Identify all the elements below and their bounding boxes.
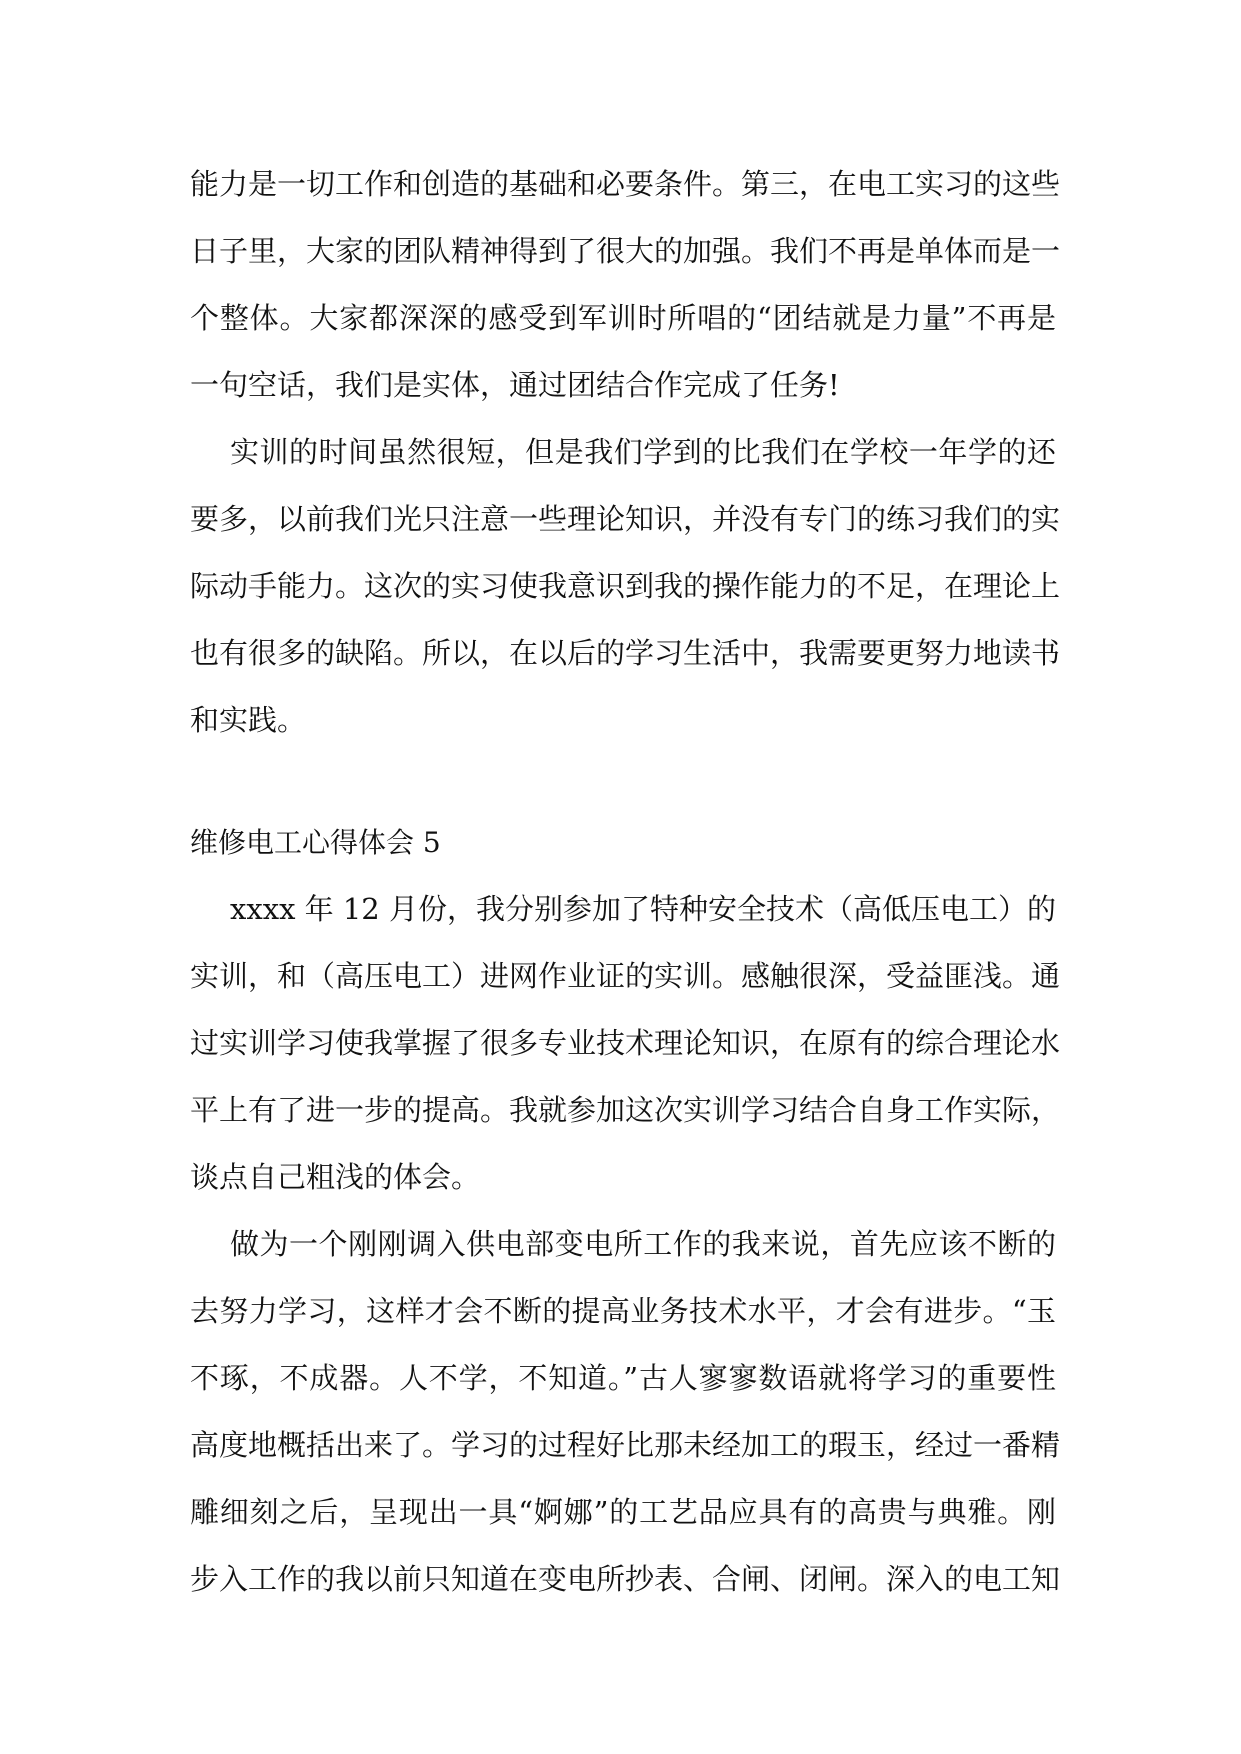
section-heading: 维修电工心得体会 5 (190, 826, 441, 859)
paragraph-line: 一句空话，我们是实体，通过团结合作完成了任务! (190, 368, 840, 402)
paragraph-line: 能力是一切工作和创造的基础和必要条件。第三，在电工实习的这些 (190, 167, 1061, 201)
document-body (190, 151, 1061, 1613)
paragraph-line: 不琢，不成器。人不学，不知道。”古人寥寥数语就将学习的重要性 (190, 1361, 1056, 1395)
paragraph-line: 高度地概括出来了。学习的过程好比那未经加工的瑕玉，经过一番精 (190, 1428, 1061, 1462)
paragraph-line: 做为一个刚刚调入供电部变电所工作的我来说，首先应该不断的 (230, 1227, 1056, 1261)
section-spacer (190, 754, 1056, 809)
paragraph-line: 也有很多的缺陷。所以，在以后的学习生活中，我需要更努力地读书 (190, 636, 1061, 670)
paragraph-line: 谈点自己粗浅的体会。 (190, 1160, 481, 1194)
paragraph-line: 步入工作的我以前只知道在变电所抄表、合闸、闭闸。深入的电工知 (190, 1562, 1061, 1596)
paragraph-line: 过实训学习使我掌握了很多专业技术理论知识，在原有的综合理论水 (190, 1026, 1061, 1060)
paragraph-line: 日子里，大家的团队精神得到了很大的加强。我们不再是单体而是一 (190, 234, 1061, 268)
paragraph-line: 个整体。大家都深深的感受到军训时所唱的“团结就是力量”不再是 (190, 301, 1056, 335)
paragraph-line: 平上有了进一步的提高。我就参加这次实训学习结合自身工作实际， (190, 1093, 1061, 1127)
paragraph-line: 要多，以前我们光只注意一些理论知识，并没有专门的练习我们的实 (190, 502, 1061, 536)
paragraph-line: 去努力学习，这样才会不断的提高业务技术水平，才会有进步。“玉 (190, 1294, 1056, 1328)
paragraph-line: 际动手能力。这次的实习使我意识到我的操作能力的不足，在理论上 (190, 569, 1061, 603)
paragraph-line: 和实践。 (190, 703, 307, 737)
paragraph-line: 实训的时间虽然很短，但是我们学到的比我们在学校一年学的还 (230, 435, 1056, 469)
paragraph-line: xxxx 年 12 月份，我分别参加了特种安全技术（高低压电工）的 (230, 892, 1056, 926)
paragraph-line: 雕细刻之后，呈现出一具“婀娜”的工艺品应具有的高贵与典雅。刚 (190, 1495, 1056, 1529)
paragraph-line: 实训，和（高压电工）进网作业证的实训。感触很深，受益匪浅。通 (190, 959, 1061, 993)
